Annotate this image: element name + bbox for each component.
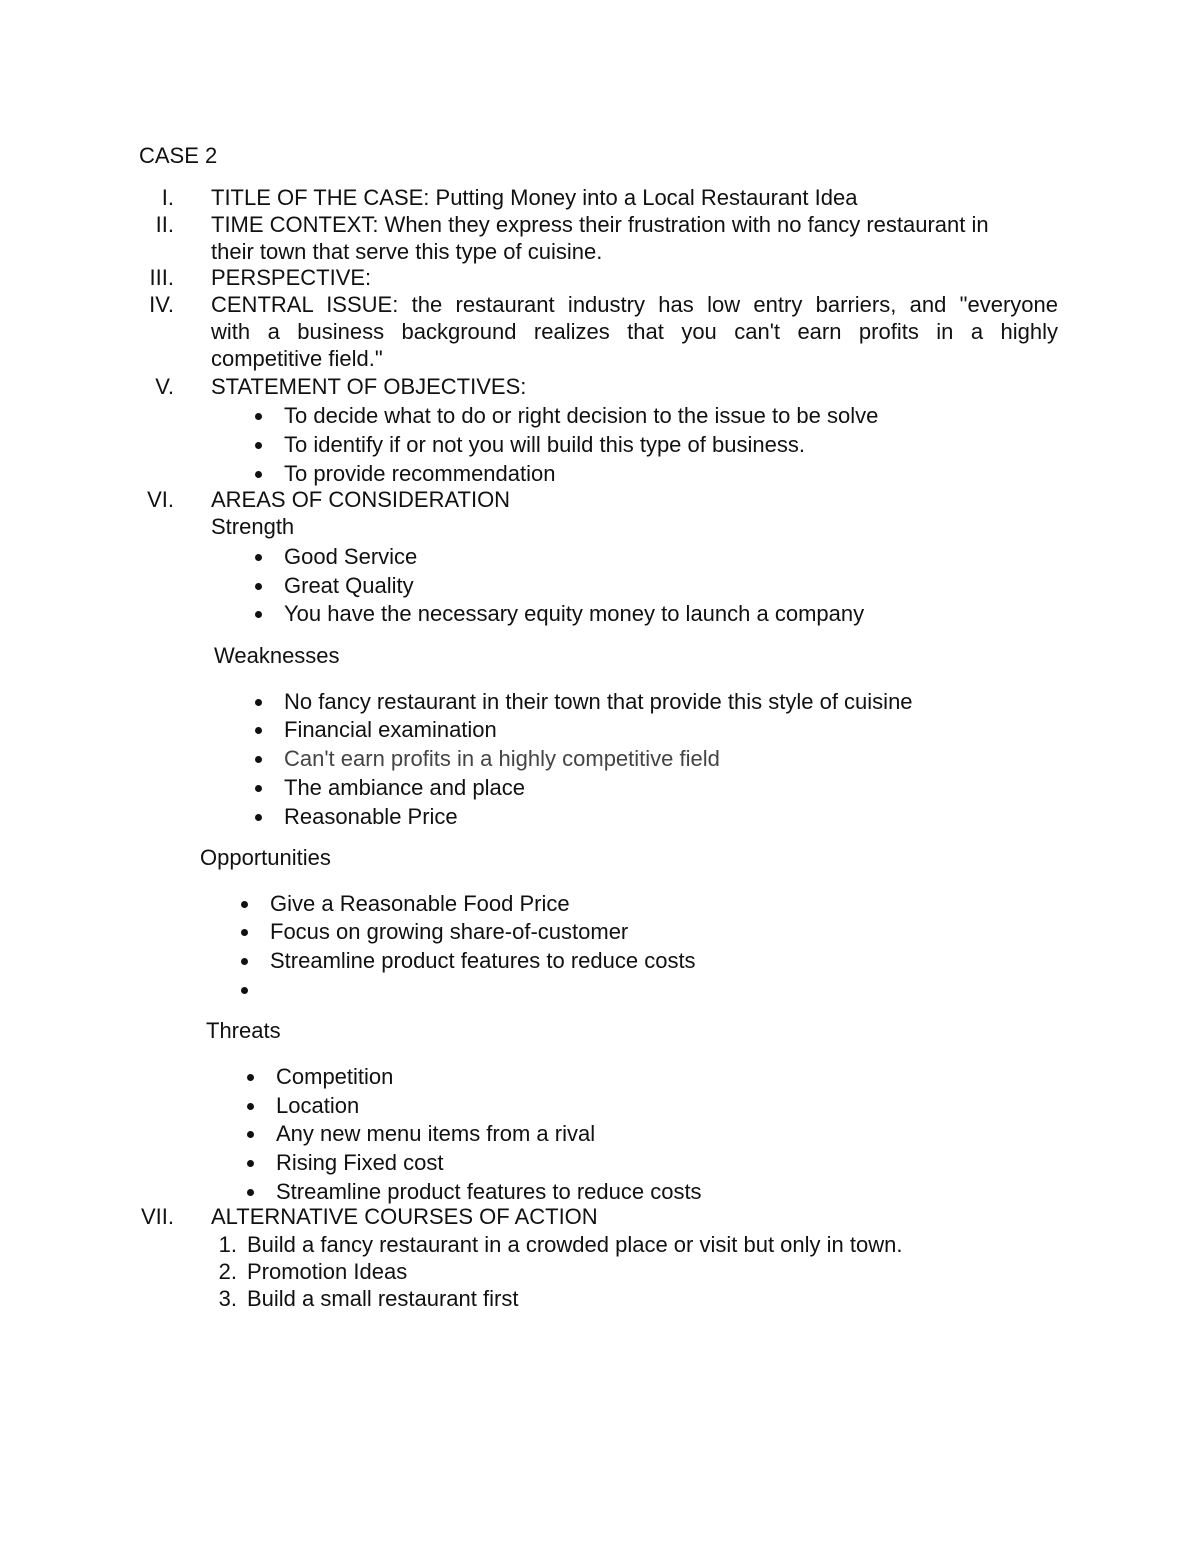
objective-item: To decide what to do or right decision to the issue to be solve xyxy=(284,403,879,428)
bullet-icon xyxy=(241,958,248,965)
action-number: 1. xyxy=(218,1232,237,1257)
action-number: 3. xyxy=(218,1286,237,1311)
threat-item: Streamline product features to reduce costs xyxy=(276,1179,702,1204)
section-numeral-4: IV. xyxy=(149,292,174,317)
section-areas-of-consideration: AREAS OF CONSIDERATION xyxy=(211,487,511,512)
bullet-icon xyxy=(255,611,262,618)
bullet-icon xyxy=(255,442,262,449)
action-item: Build a small restaurant first xyxy=(247,1286,519,1311)
weakness-item: The ambiance and place xyxy=(284,775,525,800)
weaknesses-heading: Weaknesses xyxy=(214,643,340,668)
bullet-icon xyxy=(255,413,262,420)
section-perspective: PERSPECTIVE: xyxy=(211,265,372,290)
strength-heading: Strength xyxy=(211,514,295,539)
bullet-icon xyxy=(247,1160,254,1167)
threats-heading: Threats xyxy=(206,1018,281,1043)
opportunities-heading: Opportunities xyxy=(200,845,331,870)
bullet-icon xyxy=(255,471,262,478)
case-label: CASE 2 xyxy=(139,143,218,168)
bullet-icon xyxy=(255,583,262,590)
bullet-icon xyxy=(255,554,262,561)
threat-item: Location xyxy=(276,1093,360,1118)
weakness-item: No fancy restaurant in their town that provide this style of cuisine xyxy=(284,689,913,714)
objective-item: To provide recommendation xyxy=(284,461,556,486)
bullet-icon xyxy=(255,699,262,706)
action-item: Promotion Ideas xyxy=(247,1259,408,1284)
opportunity-item: Streamline product features to reduce costs xyxy=(270,948,696,973)
bullet-icon xyxy=(247,1131,254,1138)
threat-item: Any new menu items from a rival xyxy=(276,1121,596,1146)
section-numeral-5: V. xyxy=(155,374,174,399)
section-central-issue-line-1: CENTRAL ISSUE: the restaurant industry has low entry barriers, and "everyone xyxy=(211,292,1058,317)
section-alternative-courses: ALTERNATIVE COURSES OF ACTION xyxy=(211,1204,598,1229)
bullet-icon xyxy=(247,1103,254,1110)
bullet-icon xyxy=(255,756,262,763)
section-statement-of-objectives: STATEMENT OF OBJECTIVES: xyxy=(211,374,527,399)
section-numeral-7: VII. xyxy=(140,1204,174,1229)
action-number: 2. xyxy=(218,1259,237,1284)
opportunity-item: Focus on growing share-of-customer xyxy=(270,919,629,944)
bullet-icon xyxy=(241,929,248,936)
bullet-icon xyxy=(241,901,248,908)
section-central-issue-line-3: competitive field." xyxy=(211,346,383,371)
section-numeral-2: II. xyxy=(155,212,174,237)
action-item: Build a fancy restaurant in a crowded place or visit but only in town. xyxy=(247,1232,903,1257)
bullet-icon xyxy=(255,785,262,792)
bullet-icon xyxy=(241,987,248,994)
bullet-icon xyxy=(255,814,262,821)
strength-item: Good Service xyxy=(284,544,418,569)
threat-item: Competition xyxy=(276,1064,394,1089)
section-central-issue-line-2: with a business background realizes that you can't earn profits in a highly xyxy=(211,319,1058,344)
bullet-icon xyxy=(247,1074,254,1081)
strength-item: You have the necessary equity money to launch a company xyxy=(284,601,865,626)
weakness-item: Financial examination xyxy=(284,717,497,742)
section-numeral-6: VI. xyxy=(147,487,174,512)
section-title-of-case: TITLE OF THE CASE: Putting Money into a Local Restaurant Idea xyxy=(211,185,858,210)
bullet-icon xyxy=(255,727,262,734)
section-time-context-line-1: TIME CONTEXT: When they express their frustration with no fancy restaurant in xyxy=(211,212,989,237)
strength-item: Great Quality xyxy=(284,573,414,598)
section-numeral-1: I. xyxy=(161,185,174,210)
opportunity-item: Give a Reasonable Food Price xyxy=(270,891,570,916)
objective-item: To identify if or not you will build this type of business. xyxy=(284,432,805,457)
threat-item: Rising Fixed cost xyxy=(276,1150,444,1175)
section-numeral-3: III. xyxy=(149,265,174,290)
weakness-item: Can't earn profits in a highly competitive field xyxy=(284,746,720,771)
weakness-item: Reasonable Price xyxy=(284,804,458,829)
section-time-context-line-2: their town that serve this type of cuisine. xyxy=(211,239,603,264)
bullet-icon xyxy=(247,1189,254,1196)
